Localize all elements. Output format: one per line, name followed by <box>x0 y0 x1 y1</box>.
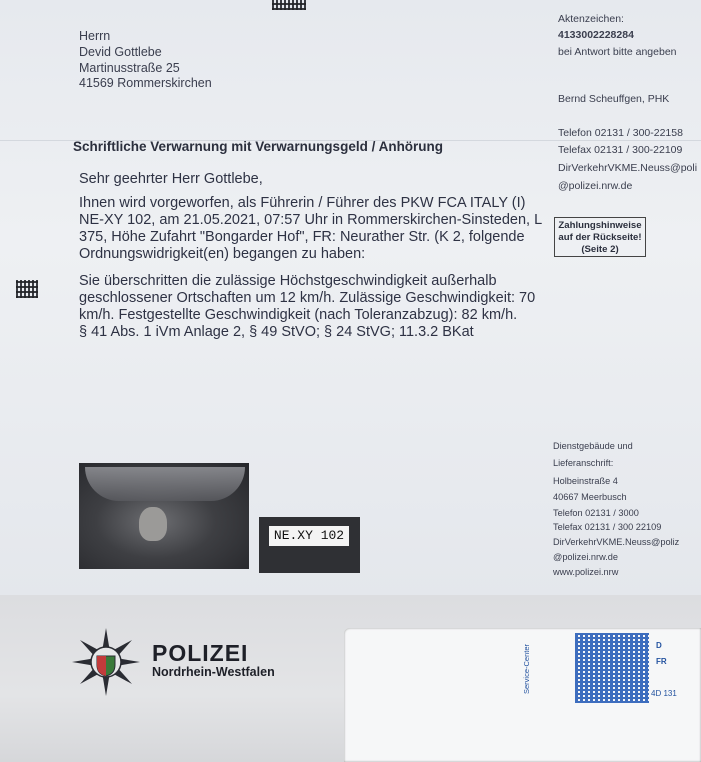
accusation-line-3: 375, Höhe Zufahrt "Bongarder Hof", FR: Neurather Str. (K 2, folgende <box>79 229 525 245</box>
officer-phone: Telefon 02131 / 300-22158 <box>558 127 683 139</box>
recipient-salutation: Herrn <box>79 29 111 43</box>
officer-email-2: @polizei.nrw.de <box>558 180 633 192</box>
driver-face-shape <box>139 507 167 541</box>
office-line-6: Telefax 02131 / 300 22109 <box>553 522 662 532</box>
office-line-4: 40667 Meerbusch <box>553 492 627 502</box>
office-line-3: Holbeinstraße 4 <box>553 476 618 486</box>
officer-name: Bernd Scheuffgen, PHK <box>558 93 670 105</box>
accusation-line-2: NE-XY 102, am 21.05.2021, 07:57 Uhr in Rommerskirchen-Sinsteden, L <box>79 212 543 228</box>
reference-label: Aktenzeichen: <box>558 13 624 25</box>
police-star-icon <box>70 626 142 698</box>
dm-fragment-2: FR <box>656 657 667 666</box>
driver-photo <box>79 463 249 569</box>
license-plate: NE.XY 102 <box>269 526 349 546</box>
letter-title: Schriftliche Verwarnung mit Verwarnungsgeld / Anhörung <box>73 139 444 154</box>
brand-region: Nordrhein-Westfalen <box>152 665 275 679</box>
accusation-line-1: Ihnen wird vorgeworfen, als Führerin / Führer des PKW FCA ITALY (I) <box>79 195 526 211</box>
recipient-street: Martinusstraße 25 <box>79 61 180 75</box>
officer-fax: Telefax 02131 / 300-22109 <box>558 144 683 156</box>
brand-polizei: POLIZEI <box>152 640 249 666</box>
datamatrix-code <box>575 633 649 703</box>
recipient-city: 41569 Rommerskirchen <box>79 76 212 90</box>
payment-notice-box <box>554 217 646 257</box>
offense-line-2: geschlossener Ortschaften um 12 km/h. Zulässige Geschwindigkeit: 70 <box>79 290 536 306</box>
dm-fragment-3: 4D 131 <box>651 689 677 698</box>
payment-notice-line-1: Zahlungshinweise <box>558 220 642 231</box>
windshield-shape <box>85 467 245 501</box>
offense-line-3: km/h. Festgestellte Geschwindigkeit (nach Toleranzabzug): 82 km/h. <box>79 307 518 323</box>
office-line-8: @polizei.nrw.de <box>553 552 618 562</box>
greeting: Sehr geehrter Herr Gottlebe, <box>79 171 263 187</box>
recipient-name: Devid Gottlebe <box>79 45 162 59</box>
top-barcode <box>272 0 306 10</box>
accusation-line-4: Ordnungswidrigkeit(en) begangen zu haben: <box>79 246 366 262</box>
side-barcode <box>16 280 38 298</box>
reference-note: bei Antwort bitte angeben <box>558 46 677 58</box>
office-line-2: Lieferanschrift: <box>553 458 614 468</box>
offense-line-4: § 41 Abs. 1 iVm Anlage 2, § 49 StVO; § 24 StVG; 11.3.2 BKat <box>79 324 474 340</box>
payment-notice-line-2: auf der Rückseite! <box>558 232 642 243</box>
service-center-label: Service-Center <box>522 643 531 694</box>
plate-photo <box>259 517 360 573</box>
offense-line-1: Sie überschritten die zulässige Höchstgeschwindigkeit außerhalb <box>79 273 497 289</box>
officer-email-1: DirVerkehrVKME.Neuss@poli <box>558 162 698 174</box>
reference-number: 4133002228284 <box>558 29 634 41</box>
office-line-1: Dienstgebäude und <box>553 441 633 451</box>
office-line-9: www.polizei.nrw <box>553 567 619 577</box>
office-line-5: Telefon 02131 / 3000 <box>553 508 639 518</box>
dm-fragment-1: D <box>656 641 662 650</box>
payment-notice-line-3: (Seite 2) <box>581 244 619 255</box>
office-line-7: DirVerkehrVKME.Neuss@poliz <box>553 537 680 547</box>
